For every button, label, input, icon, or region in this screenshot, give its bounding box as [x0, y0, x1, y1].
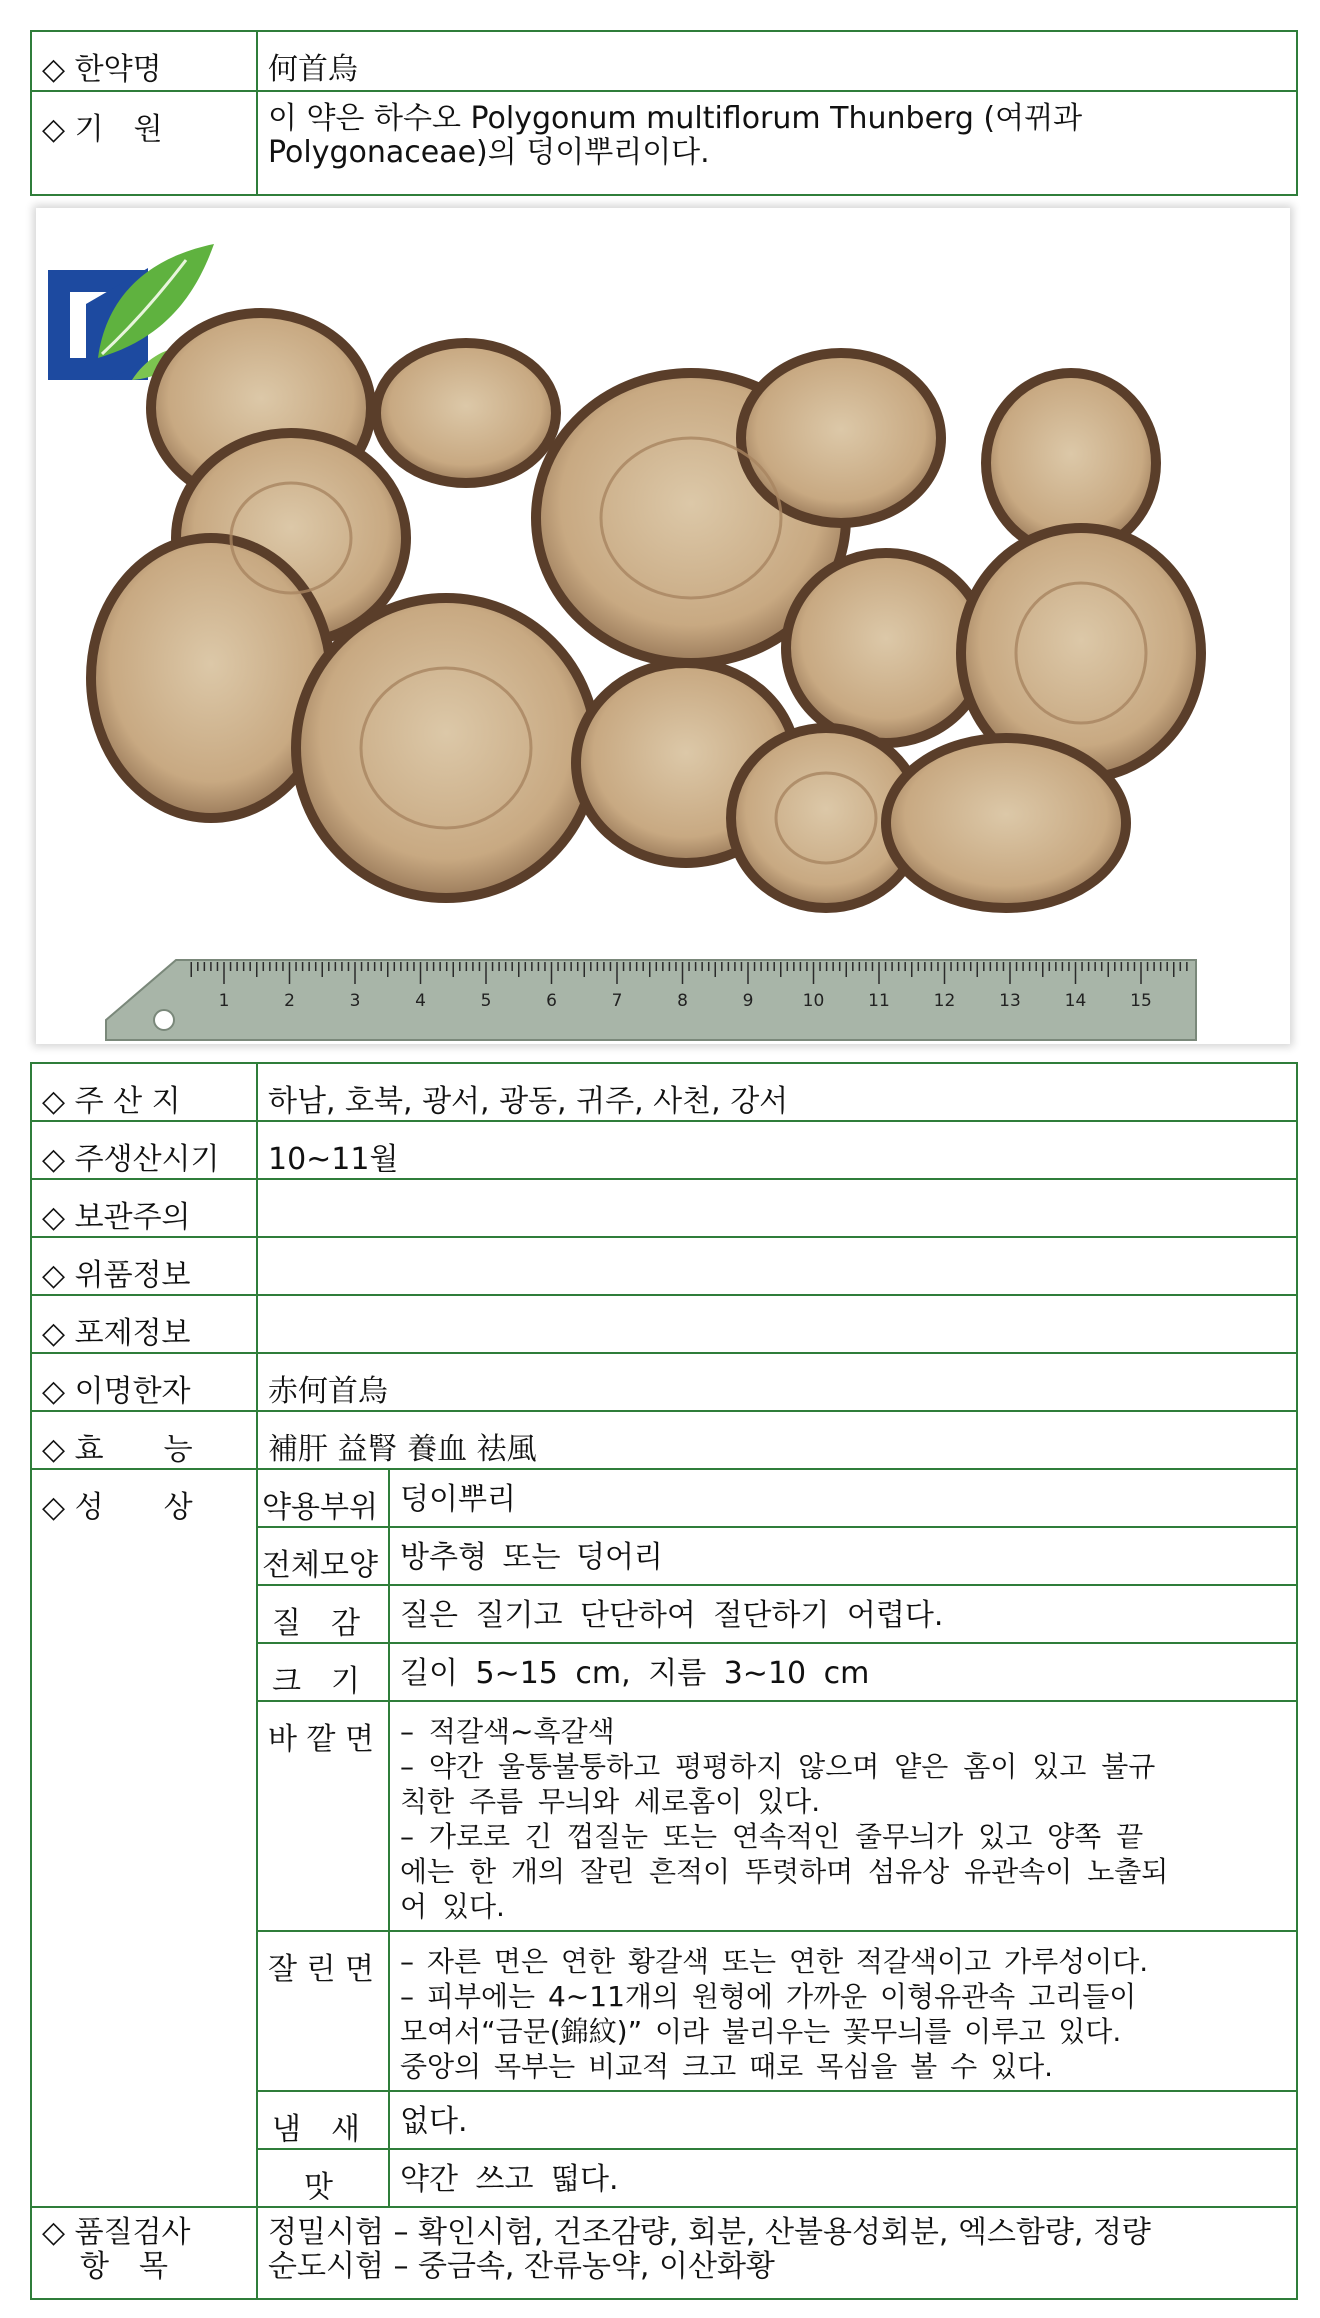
- row-production-area: [31, 1063, 1297, 1121]
- sub-label-taste: 맛: [257, 2149, 389, 2207]
- value-quality-tests: [257, 2207, 1297, 2299]
- herb-photo: [36, 208, 1290, 1044]
- quality-label-line: 항 목: [80, 2249, 168, 2284]
- ruler: [106, 960, 1196, 1040]
- sub-label-part: 약용부위: [257, 1469, 389, 1527]
- row-processing-info: [31, 1295, 1297, 1353]
- cut-surface-line: 모여서“금문(錦紋)” 이라 불리우는 꽃무늬를 이루고 있다.: [400, 2015, 1122, 2048]
- value-harvest-season: 10~11월: [257, 1121, 1297, 1179]
- label-processing-info: ◇ 포제정보: [31, 1295, 257, 1353]
- sub-value-shape: 방추형 또는 덩어리: [389, 1527, 1297, 1585]
- ruler-label: 13: [999, 991, 1021, 1011]
- row-efficacy: [31, 1411, 1297, 1469]
- cut-surface-line: – 피부에는 4∼11개의 원형에 가까운 이형유관속 고리들이: [400, 1980, 1137, 2013]
- row-herb-name: [31, 31, 1297, 91]
- label-production-area: ◇ 주 산 지: [31, 1063, 257, 1121]
- sub-value-outer-surface: [389, 1701, 1297, 1931]
- row-property-part: [31, 1469, 1297, 1527]
- cut-surface-line: – 자른 면은 연한 황갈색 또는 연한 적갈색이고 가루성이다.: [400, 1945, 1149, 1978]
- ruler-label: 14: [1064, 991, 1087, 1011]
- label-harvest-season: ◇ 주생산시기: [31, 1121, 257, 1179]
- row-storage-caution: [31, 1179, 1297, 1237]
- label-quality-tests: [31, 2207, 257, 2299]
- origin-line: 이 약은 하수오 Polygonum multiflorum Thunberg (여뀌과: [268, 101, 1083, 136]
- value-storage-caution: [257, 1179, 1297, 1237]
- ruler-label: 12: [933, 991, 956, 1011]
- outer-surface-line: 칙한 주름 무늬와 세로홈이 있다.: [400, 1785, 821, 1818]
- ruler-label: 10: [802, 991, 825, 1011]
- ruler-label: 6: [546, 991, 557, 1011]
- sub-label-size: 크 기: [257, 1643, 389, 1701]
- row-alias: [31, 1353, 1297, 1411]
- value-origin: [257, 91, 1297, 195]
- info-table: [30, 1062, 1298, 2300]
- origin-line: Polygonaceae)의 덩이뿌리이다.: [268, 135, 710, 170]
- ruler-label: 11: [868, 991, 890, 1011]
- value-herb-name: 何首烏: [257, 31, 1297, 91]
- label-origin: ◇ 기 원: [31, 91, 257, 195]
- ruler-label: 15: [1130, 991, 1152, 1011]
- row-counterfeit-info: [31, 1237, 1297, 1295]
- outer-surface-line: 어 있다.: [400, 1890, 505, 1923]
- herb-slices: [91, 313, 1201, 908]
- outer-surface-line: – 가로로 긴 껍질눈 또는 연속적인 줄무늬가 있고 양쪽 끝: [400, 1820, 1144, 1853]
- quality-label-line: ◇ 품질검사: [42, 2215, 191, 2250]
- sub-label-smell: 냄 새: [257, 2091, 389, 2149]
- sub-value-part: 덩이뿌리: [389, 1469, 1297, 1527]
- sub-label-texture: 질 감: [257, 1585, 389, 1643]
- label-storage-caution: ◇ 보관주의: [31, 1179, 257, 1237]
- label-counterfeit-info: ◇ 위품정보: [31, 1237, 257, 1295]
- cut-surface-line: 중앙의 목부는 비교적 크고 때로 목심을 볼 수 있다.: [400, 2050, 1054, 2083]
- row-harvest-season: [31, 1121, 1297, 1179]
- outer-surface-line: – 약간 울퉁불퉁하고 평평하지 않으며 얕은 홈이 있고 불규: [400, 1750, 1156, 1783]
- value-production-area: 하남, 호북, 광서, 광동, 귀주, 사천, 강서: [257, 1063, 1297, 1121]
- ruler-label: 4: [415, 991, 426, 1011]
- sub-value-smell: 없다.: [389, 2091, 1297, 2149]
- value-counterfeit-info: [257, 1237, 1297, 1295]
- row-quality-tests: [31, 2207, 1297, 2299]
- quality-line: 순도시험 – 중금속, 잔류농약, 이산화황: [268, 2249, 775, 2284]
- ruler-label: 8: [677, 991, 688, 1011]
- label-efficacy: ◇ 효 능: [31, 1411, 257, 1469]
- outer-surface-line: – 적갈색∼흑갈색: [400, 1715, 615, 1748]
- value-processing-info: [257, 1295, 1297, 1353]
- ruler-label: 1: [218, 991, 230, 1011]
- ruler-label: 2: [284, 991, 295, 1011]
- value-efficacy: 補肝 益腎 養血 祛風: [257, 1411, 1297, 1469]
- label-properties: ◇ 성 상: [31, 1469, 257, 2207]
- sub-label-cut-surface: 잘 린 면: [257, 1931, 389, 2091]
- outer-surface-line: 에는 한 개의 잘린 흔적이 뚜렷하며 섬유상 유관속이 노출되: [400, 1855, 1169, 1888]
- ruler-label: 9: [742, 991, 754, 1011]
- sub-value-texture: 질은 질기고 단단하여 절단하기 어렵다.: [389, 1585, 1297, 1643]
- label-alias: ◇ 이명한자: [31, 1353, 257, 1411]
- ruler-label: 5: [480, 991, 492, 1011]
- header-table: [30, 30, 1298, 196]
- quality-line: 정밀시험 – 확인시험, 건조감량, 회분, 산불용성회분, 엑스함량, 정량: [268, 2215, 1151, 2250]
- sub-value-taste: 약간 쓰고 떫다.: [389, 2149, 1297, 2207]
- sub-label-shape: 전체모양: [257, 1527, 389, 1585]
- label-herb-name: ◇ 한약명: [31, 31, 257, 91]
- ruler-label: 7: [611, 991, 623, 1011]
- sub-value-cut-surface: [389, 1931, 1297, 2091]
- value-alias: 赤何首烏: [257, 1353, 1297, 1411]
- ruler-label: 3: [349, 991, 361, 1011]
- sub-label-outer-surface: 바 깥 면: [257, 1701, 389, 1931]
- row-origin: [31, 91, 1297, 195]
- sub-value-size: 길이 5∼15 cm, 지름 3∼10 cm: [389, 1643, 1297, 1701]
